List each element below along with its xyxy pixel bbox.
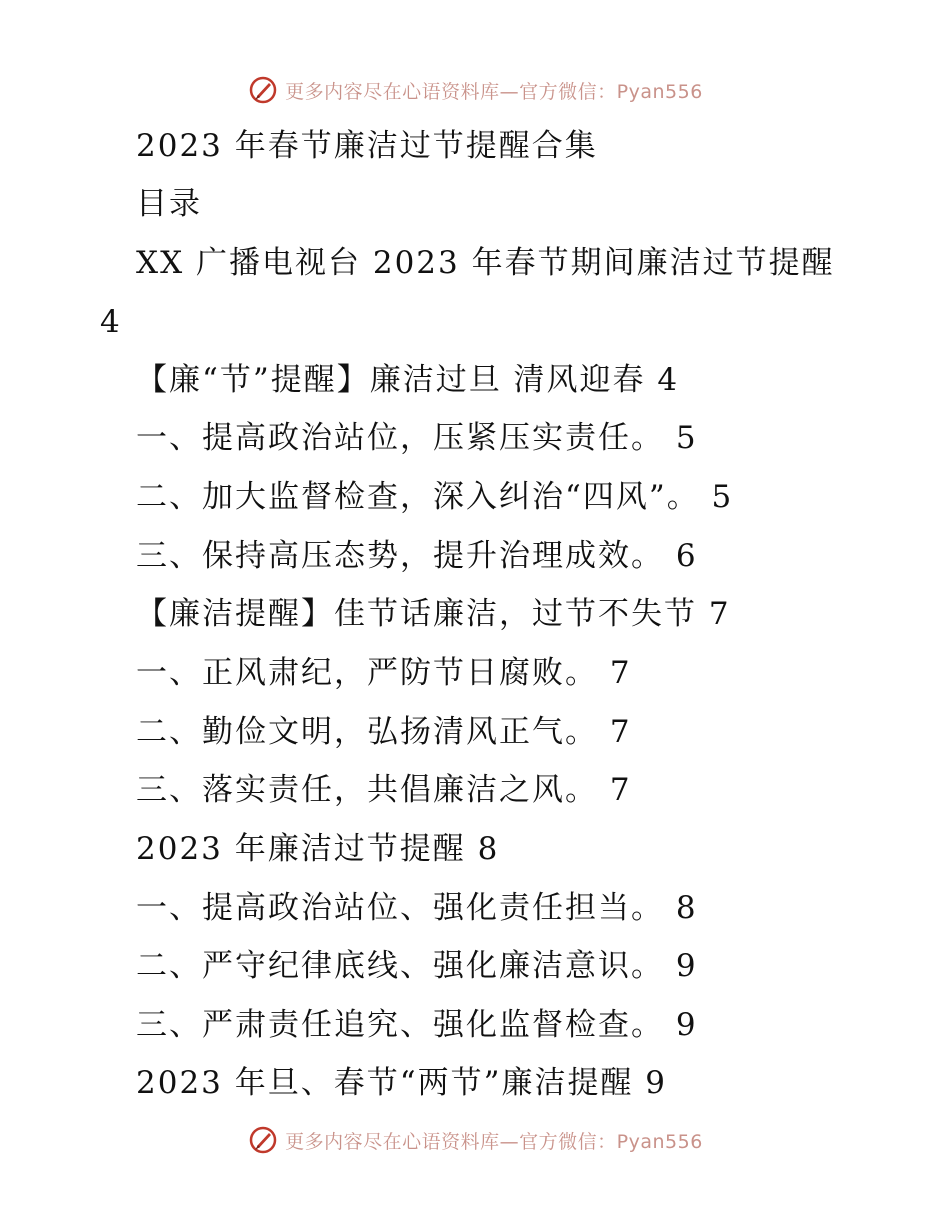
toc-entry[interactable]: 三、严肃责任追究、强化监督检查。 9 <box>136 1007 698 1043</box>
header-watermark <box>0 74 950 106</box>
toc-entry[interactable]: 一、提高政治站位、强化责任担当。 8 <box>136 890 698 926</box>
pen-circle-logo-icon <box>247 1124 279 1156</box>
toc-entry[interactable]: 二、加大监督检查，深入纠治“四风”。 5 <box>136 479 734 515</box>
toc-entry[interactable]: 2023 年旦、春节“两节”廉洁提醒 9 <box>136 1065 668 1101</box>
watermark-text: 更多内容尽在心语资料库—官方微信：Pyan556 <box>285 80 703 103</box>
watermark-text: 更多内容尽在心语资料库—官方微信：Pyan556 <box>285 1130 703 1153</box>
footer-watermark <box>0 1124 950 1156</box>
toc-entry[interactable]: 二、勤俭文明，弘扬清风正气。 7 <box>136 714 632 750</box>
document-title: 2023 年春节廉洁过节提醒合集 <box>136 128 598 164</box>
toc-entry[interactable]: 三、保持高压态势，提升治理成效。 6 <box>136 538 698 574</box>
pen-circle-logo-icon <box>247 74 279 106</box>
toc-entry-page[interactable]: 4 <box>100 304 122 340</box>
toc-entry[interactable]: XX 广播电视台 2023 年春节期间廉洁过节提醒 <box>136 245 835 281</box>
toc-entry[interactable]: 一、提高政治站位，压紧压实责任。 5 <box>136 420 698 456</box>
toc-entry[interactable]: 2023 年廉洁过节提醒 8 <box>136 831 500 867</box>
toc-entry[interactable]: 二、严守纪律底线、强化廉洁意识。 9 <box>136 948 698 984</box>
toc-entry[interactable]: 【廉“节”提醒】廉洁过旦 清风迎春 4 <box>136 362 680 398</box>
toc-entry[interactable]: 【廉洁提醒】佳节话廉洁，过节不失节 7 <box>136 596 731 632</box>
toc-heading: 目录 <box>136 186 202 222</box>
toc-entry[interactable]: 一、正风肃纪，严防节日腐败。 7 <box>136 655 632 691</box>
toc-entry[interactable]: 三、落实责任，共倡廉洁之风。 7 <box>136 772 632 808</box>
